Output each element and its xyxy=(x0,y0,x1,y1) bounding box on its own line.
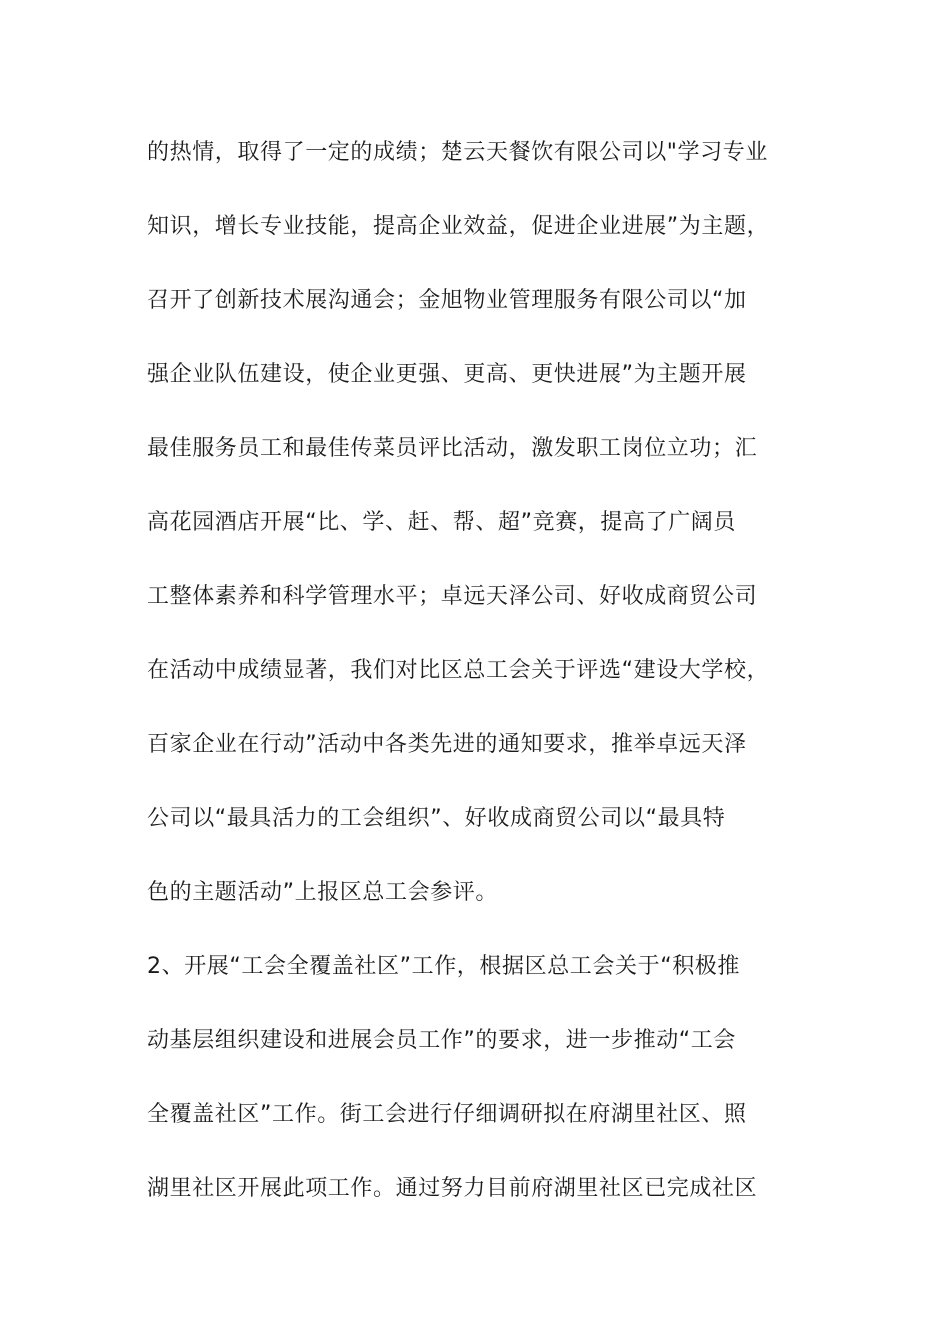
text-line: 色的主题活动”上报区总工会参评。 xyxy=(147,880,498,905)
text-line: 的热情，取得了一定的成绩；楚云天餐饮有限公司以"学习专业 xyxy=(147,140,768,165)
document-body xyxy=(147,128,812,1238)
text-line: 知识，增长专业技能，提高企业效益，促进企业进展”为主题， xyxy=(147,214,770,239)
text-line: 动基层组织建设和进展会员工作”的要求，进一步推动“工会 xyxy=(147,1028,736,1053)
text-line: 召开了创新技术展沟通会；金旭物业管理服务有限公司以“加 xyxy=(147,288,747,313)
text-line: 最佳服务员工和最佳传菜员评比活动，激发职工岗位立功；汇 xyxy=(147,436,758,461)
text-line: 全覆盖社区”工作。街工会进行仔细调研拟在府湖里社区、照 xyxy=(147,1102,747,1127)
text-line: 高花园酒店开展“比、学、赶、帮、超”竞赛，提高了广阔员 xyxy=(147,510,736,535)
text-line: 湖里社区开展此项工作。通过努力目前府湖里社区已完成社区 xyxy=(147,1176,758,1201)
text-line: 工整体素养和科学管理水平；卓远天泽公司、好收成商贸公司 xyxy=(147,584,758,609)
text-line: 2、开展“工会全覆盖社区”工作，根据区总工会关于“积极推 xyxy=(147,954,740,979)
text-line: 在活动中成绩显著，我们对比区总工会关于评选“建设大学校， xyxy=(147,658,770,683)
text-line: 百家企业在行动”活动中各类先进的通知要求，推举卓远天泽 xyxy=(147,732,747,757)
text-line: 公司以“最具活力的工会组织”、好收成商贸公司以“最具特 xyxy=(147,806,726,831)
text-line: 强企业队伍建设，使企业更强、更高、更快进展”为主题开展 xyxy=(147,362,747,387)
